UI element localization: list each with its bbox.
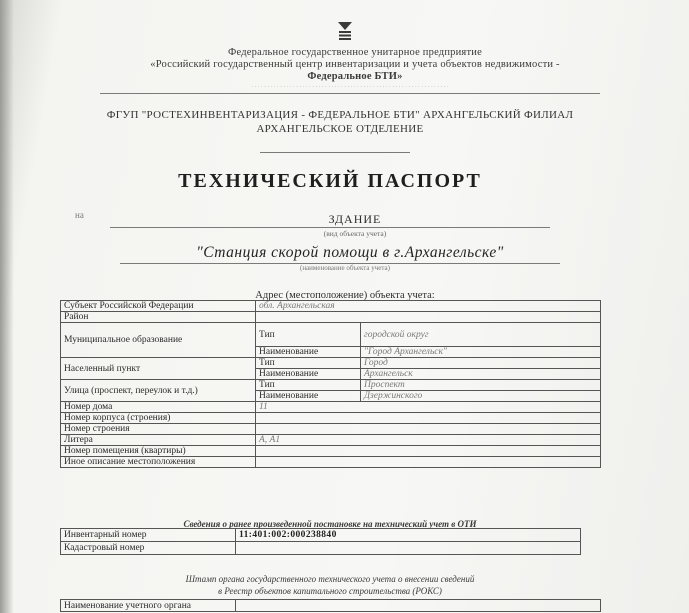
scan-edge-shadow xyxy=(0,0,14,613)
document-logo-icon xyxy=(332,18,358,44)
table-row xyxy=(61,413,601,424)
object-name-caption: (наименование объекта учета) xyxy=(299,264,390,272)
table-row xyxy=(61,402,601,413)
stamp-title-line-1: Штамп органа государственного технического учета о внесении сведений xyxy=(185,574,475,584)
street-type-value: Проспект xyxy=(361,380,601,391)
district-value xyxy=(256,312,601,323)
table-row xyxy=(61,457,601,468)
municipality-label: Муниципальное образование xyxy=(61,323,256,358)
settlement-name-label: Наименование xyxy=(256,369,361,380)
table-row xyxy=(61,435,601,446)
inventory-number-label: Инвентарный номер xyxy=(61,529,236,542)
branch-line-2: АРХАНГЕЛЬСКОЕ ОТДЕЛЕНИЕ xyxy=(256,123,424,135)
inventory-number-value: 11:401:002:000238840 xyxy=(236,529,581,542)
street-name-value: Дзержинского xyxy=(361,391,601,402)
litera-label: Литера xyxy=(61,435,256,446)
street-name-label: Наименование xyxy=(256,391,361,402)
litera-value: А, А1 xyxy=(256,435,601,446)
header-rule xyxy=(100,93,600,94)
settlement-name-value: Архангельск xyxy=(361,369,601,380)
cadastral-number-value xyxy=(236,542,581,555)
table-row xyxy=(61,529,581,542)
object-prefix: на xyxy=(75,210,84,220)
house-value: 11 xyxy=(256,402,601,413)
table-row xyxy=(61,424,601,435)
building-value xyxy=(256,424,601,435)
house-label: Номер дома xyxy=(61,402,256,413)
municipality-type-label: Тип xyxy=(256,323,361,347)
registration-table xyxy=(60,528,581,555)
municipality-type-value: городской округ xyxy=(361,323,601,347)
object-name: "Станция скорой помощи в г.Архангельске" xyxy=(196,244,504,261)
object-type-caption: (вид объекта учета) xyxy=(323,229,387,238)
street-label: Улица (проспект, переулок и т.д.) xyxy=(61,380,256,402)
address-table xyxy=(60,300,601,468)
municipality-name-value: "Город Архангельск" xyxy=(361,347,601,358)
page-title: ТЕХНИЧЕСКИЙ ПАСПОРТ xyxy=(178,170,482,192)
table-row xyxy=(61,323,601,347)
premise-value xyxy=(256,446,601,457)
table-row xyxy=(61,358,601,369)
table-row xyxy=(61,446,601,457)
subject-value: обл. Архангельская xyxy=(256,301,601,312)
other-location-label: Иное описание местоположения xyxy=(61,457,256,468)
premise-label: Номер помещения (квартиры) xyxy=(61,446,256,457)
branch-rule xyxy=(260,152,410,153)
building-label: Номер строения xyxy=(61,424,256,435)
district-label: Район xyxy=(61,312,256,323)
registering-org-value xyxy=(236,600,601,612)
table-row xyxy=(61,380,601,391)
table-row xyxy=(61,542,581,555)
object-type-rule xyxy=(110,227,550,228)
cadastral-number-label: Кадастровый номер xyxy=(61,542,236,555)
street-type-label: Тип xyxy=(256,380,361,391)
other-location-value xyxy=(256,457,601,468)
header-line-2: «Российский государственный центр инвентаризации и учета объектов недвижимости - xyxy=(150,59,560,70)
table-row xyxy=(61,312,601,323)
settlement-type-value: Город xyxy=(361,358,601,369)
registering-org-label: Наименование учетного органа xyxy=(61,600,236,612)
settlement-label: Населенный пункт xyxy=(61,358,256,380)
korpus-label: Номер корпуса (строения) xyxy=(61,413,256,424)
branch-line-1: ФГУП "РОСТЕХИНВЕНТАРИЗАЦИЯ - ФЕДЕРАЛЬНОЕ БТИ" АРХАНГЕЛЬСКИЙ ФИЛИАЛ xyxy=(106,109,574,121)
stamp-section-title xyxy=(130,573,530,597)
subject-label: Субъект Российской Федерации xyxy=(61,301,256,312)
table-row xyxy=(61,301,601,312)
municipality-name-label: Наименование xyxy=(256,347,361,358)
header-line-3: Федеральное БТИ» xyxy=(307,71,403,82)
table-row xyxy=(61,600,601,612)
object-type: ЗДАНИЕ xyxy=(328,212,382,226)
settlement-type-label: Тип xyxy=(256,358,361,369)
korpus-value xyxy=(256,413,601,424)
faint-address-line: · · · · · · · · · · · · · · · · · · · · · · · · · · · · · · · · · · · · · · · · · · · · · · · · · · · · · · · · · · · · · · xyxy=(251,84,449,90)
registration-section-title: Сведения о ранее произведенной постановке на технический учет в ОТИ xyxy=(183,519,477,529)
header-line-1: Федеральное государственное унитарное предприятие xyxy=(228,47,482,58)
address-section-title: Адрес (местоположение) объекта учета: xyxy=(255,290,435,301)
stamp-title-line-2: в Реестр объектов капитального строительства (РОКС) xyxy=(218,586,442,596)
stamp-table xyxy=(60,599,601,612)
